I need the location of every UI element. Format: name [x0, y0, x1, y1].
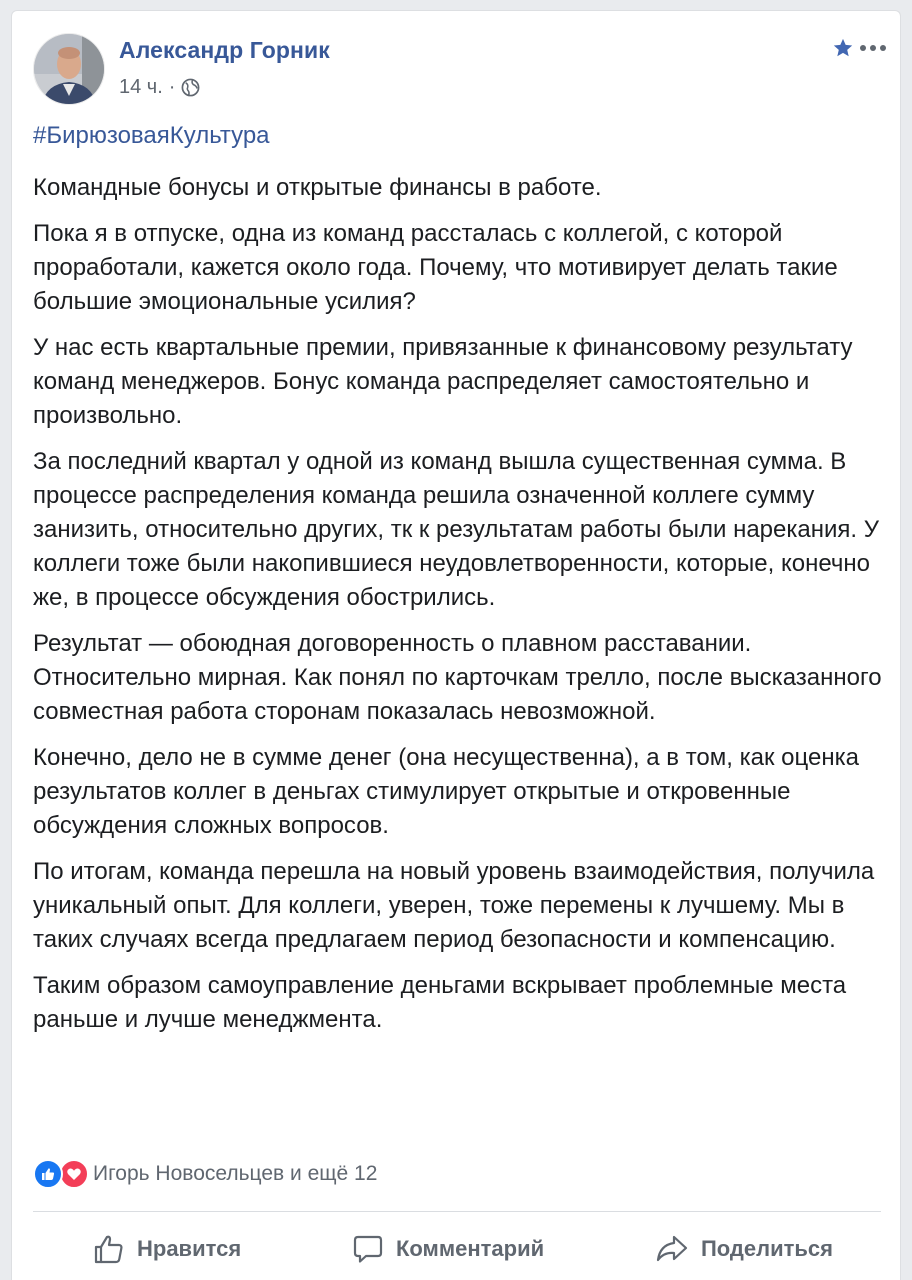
post-paragraph: У нас есть квартальные премии, привязанные к финансовому результату команд менеджеров. Бонус команда распределяет самостоятельно и произвольно. — [33, 334, 853, 429]
post-paragraph: Конечно, дело не в сумме денег (она несущественна), а в том, как оценка результатов коллег в деньгах стимулирует открытые и откровенные обсуждения сложных вопросов. — [33, 744, 859, 839]
meta-separator: · — [168, 76, 176, 98]
author-name[interactable]: Александр Горник — [119, 37, 330, 63]
post-paragraph: За последний квартал у одной из команд вышла существенная сумма. В процессе распределения команда решила означенной коллеге сумму занизить, относительно других, тк к результатам работы были нарекания. У коллеги тоже были накопившиеся неудовлетворенности, которые, конечно же, в процессе обсуждения обострились. — [33, 448, 879, 611]
post-paragraph: Результат — обоюдная договоренность о плавном расставании. Относительно мирная. Как понял по карточкам трелло, после высказанного совместная работа сторонам показалась невозможной. — [33, 630, 882, 725]
post-time[interactable]: 14 ч. — [119, 76, 163, 98]
share-button[interactable] — [655, 1233, 833, 1265]
reactions-text[interactable]: Игорь Новосельцев и ещё 12 — [93, 1162, 378, 1185]
comment-icon — [352, 1233, 384, 1265]
post-actions-bar — [33, 1221, 881, 1277]
globe-icon[interactable] — [181, 78, 200, 97]
more-icon[interactable] — [858, 37, 888, 59]
share-icon — [655, 1233, 689, 1265]
post-paragraph: Пока я в отпуске, одна из команд рассталась с коллегой, с которой проработали, кажется около года. Почему, что мотивирует делать такие большие эмоциональные усилия? — [33, 220, 838, 315]
post-card — [11, 10, 901, 1280]
comment-label: Комментарий — [395, 1236, 545, 1261]
like-button[interactable] — [93, 1233, 241, 1265]
love-reaction-icon — [59, 1159, 89, 1189]
post-header-actions — [832, 37, 888, 59]
share-label: Поделиться — [700, 1236, 833, 1261]
post-paragraph: Командные бонусы и открытые финансы в работе. — [33, 174, 602, 201]
reactions-summary[interactable] — [33, 1159, 377, 1189]
hashtag-link[interactable]: #БирюзоваяКультура — [33, 122, 270, 149]
like-reaction-icon — [33, 1159, 63, 1189]
post-paragraph: Таким образом самоуправление деньгами вскрывает проблемные места раньше и лучше менеджмента. — [33, 972, 847, 1033]
post-meta — [119, 76, 200, 99]
star-icon[interactable] — [832, 37, 854, 59]
like-label: Нравится — [137, 1236, 242, 1261]
comment-button[interactable] — [352, 1233, 544, 1265]
thumbs-up-icon — [93, 1233, 125, 1265]
author-avatar[interactable] — [33, 33, 105, 105]
actions-divider — [33, 1211, 881, 1212]
post-paragraph: По итогам, команда перешла на новый уровень взаимодействия, получила уникальный опыт. Для коллеги, уверен, тоже перемены к лучшему. Мы в таких случаях всегда предлагаем период безопасности и компенсацию. — [33, 858, 875, 953]
post-body — [33, 171, 883, 1049]
reaction-icons — [33, 1159, 89, 1189]
